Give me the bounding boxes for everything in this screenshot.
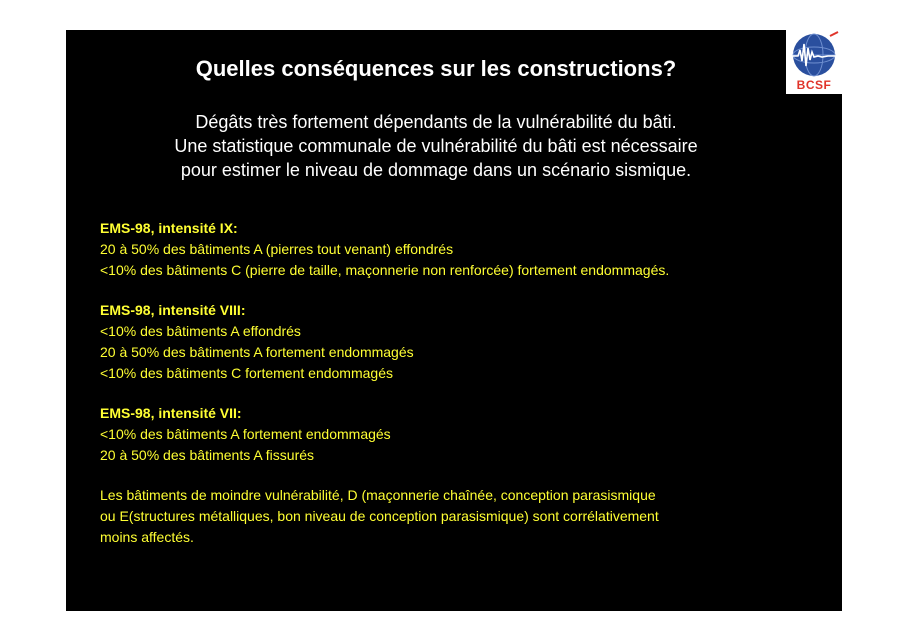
conclusion-line: ou E(structures métalliques, bon niveau de conception parasismique) sont corrélativement	[100, 508, 659, 524]
section-line: <10% des bâtiments C (pierre de taille, maçonnerie non renforcée) fortement endommagés.	[100, 262, 670, 278]
section-line: <10% des bâtiments A fortement endommagés	[100, 426, 391, 442]
section-heading: EMS-98, intensité IX:	[100, 220, 238, 236]
section-intensity-viii	[100, 300, 820, 384]
slide-body	[100, 218, 820, 548]
section-line: 20 à 50% des bâtiments A fortement endommagés	[100, 344, 414, 360]
slide-title: Quelles conséquences sur les constructions?	[195, 56, 677, 81]
intro-paragraph	[66, 110, 806, 182]
slide	[66, 30, 842, 611]
section-line: <10% des bâtiments C fortement endommagés	[100, 365, 393, 381]
intro-line: Une statistique communale de vulnérabilité du bâti est nécessaire	[174, 136, 698, 156]
section-heading: EMS-98, intensité VIII:	[100, 302, 246, 318]
logo-text: BCSF	[796, 78, 832, 92]
conclusion-line: moins affectés.	[100, 529, 194, 545]
section-intensity-vii	[100, 403, 820, 466]
conclusion-line: Les bâtiments de moindre vulnérabilité, D (maçonnerie chaînée, conception parasismique	[100, 487, 656, 503]
section-line: 20 à 50% des bâtiments A (pierres tout venant) effondrés	[100, 241, 454, 257]
section-line: <10% des bâtiments A effondrés	[100, 323, 301, 339]
intro-line: Dégâts très fortement dépendants de la vulnérabilité du bâti.	[195, 112, 677, 132]
section-line: 20 à 50% des bâtiments A fissurés	[100, 447, 315, 463]
section-heading: EMS-98, intensité VII:	[100, 405, 242, 421]
intro-line: pour estimer le niveau de dommage dans un scénario sismique.	[180, 160, 692, 180]
section-intensity-ix	[100, 218, 820, 281]
conclusion-paragraph	[100, 485, 820, 548]
